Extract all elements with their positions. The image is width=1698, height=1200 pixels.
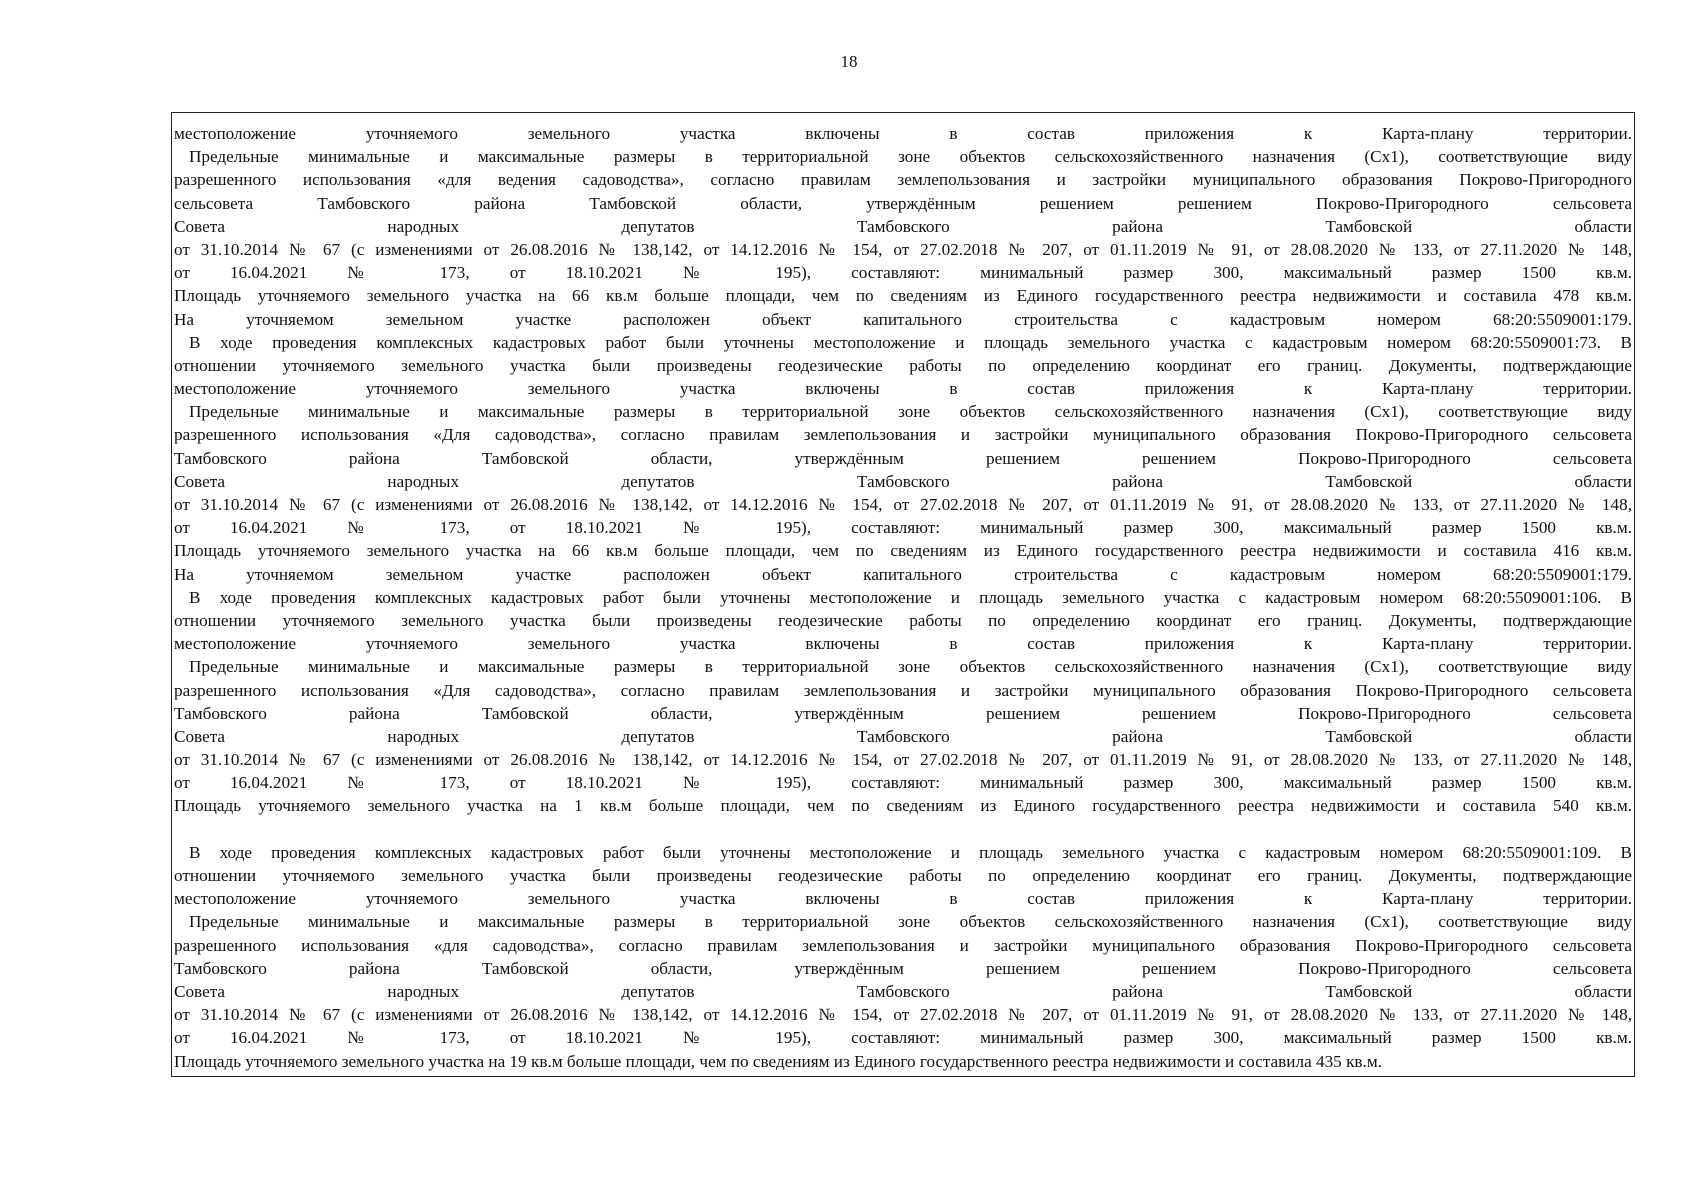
- text-line: Площадь уточняемого земельного участка на 1 кв.м больше площади, чем по сведениям из Единого государственного реестра недвижимости и составила 540 кв.м.: [174, 796, 1632, 816]
- text-line: от 16.04.2021 № 173, от 18.10.2021 № 195), составляют: минимальный размер 300, максимальный размер 1500 кв.м.: [174, 263, 1632, 283]
- text-line: от 31.10.2014 № 67 (с изменениями от 26.08.2016 № 138,142, от 14.12.2016 № 154, от 27.02.2018 № 207, от 01.11.2019 № 91, от 28.08.2020 № 133, от 27.11.2020 № 148,: [174, 495, 1632, 514]
- text-line: разрешенного использования «Для садоводства», согласно правилам землепользования и застройки муниципального образования Покрово-Пригородного сельсовета: [174, 425, 1632, 445]
- text-line: разрешенного использования «для садоводства», согласно правилам землепользования и застройки муниципального образования Покрово-Пригородного сельсовета: [174, 935, 1632, 955]
- text-line: Совета народных депутатов Тамбовского района Тамбовской области: [174, 216, 1632, 236]
- text-line: от 31.10.2014 № 67 (с изменениями от 26.08.2016 № 138,142, от 14.12.2016 № 154, от 27.02.2018 № 207, от 01.11.2019 № 91, от 28.08.2020 № 133, от 27.11.2020 № 148,: [174, 750, 1632, 770]
- text-line: от 31.10.2014 № 67 (с изменениями от 26.08.2016 № 138,142, от 14.12.2016 № 154, от 27.02.2018 № 207, от 01.11.2019 № 91, от 28.08.2020 № 133, от 27.11.2020 № 148,: [174, 1005, 1632, 1025]
- text-line: Площадь уточняемого земельного участка на 66 кв.м больше площади, чем по сведениям из Единого государственного реестра недвижимости и составила 416 кв.м.: [174, 541, 1632, 561]
- text-line: В ходе проведения комплексных кадастровых работ были уточнены местоположение и площадь земельного участка с кадастровым номером 68:20:5509001:109. В: [189, 842, 1632, 862]
- text-line: отношении уточняемого земельного участка были произведены геодезические работы по определению координат его границ. Документы, подтверждающие: [174, 610, 1632, 630]
- text-line: разрешенного использования «Для садоводства», согласно правилам землепользования и застройки муниципального образования Покрово-Пригородного сельсовета: [174, 680, 1632, 700]
- text-line: Совета народных депутатов Тамбовского района Тамбовской области: [174, 726, 1632, 746]
- text-line: Тамбовского района Тамбовской области, утверждённым решением решением Покрово-Пригородного сельсовета: [174, 958, 1632, 978]
- text-line: отношении уточняемого земельного участка были произведены геодезические работы по определению координат его границ. Документы, подтверждающие: [174, 866, 1632, 885]
- text-line: Совета народных депутатов Тамбовского района Тамбовской области: [174, 981, 1632, 1001]
- text-line: от 31.10.2014 № 67 (с изменениями от 26.08.2016 № 138,142, от 14.12.2016 № 154, от 27.02.2018 № 207, от 01.11.2019 № 91, от 28.08.2020 № 133, от 27.11.2020 № 148,: [174, 239, 1632, 259]
- text-line: от 16.04.2021 № 173, от 18.10.2021 № 195), составляют: минимальный размер 300, максимальный размер 1500 кв.м.: [174, 1028, 1632, 1048]
- text-line: На уточняемом земельном участке расположен объект капитального строительства с кадастровым номером 68:20:5509001:179.: [174, 564, 1632, 584]
- text-line: Предельные минимальные и максимальные размеры в территориальной зоне объектов сельскохозяйственного назначения (Сх1), соответствующие виду: [189, 147, 1632, 167]
- text-line: местоположение уточняемого земельного участка включены в состав приложения к Карта-плану территории.: [174, 379, 1632, 399]
- text-line: Предельные минимальные и максимальные размеры в территориальной зоне объектов сельскохозяйственного назначения (Сх1), соответствующие виду: [189, 657, 1632, 677]
- page-number: 18: [840, 52, 858, 71]
- text-line: от 16.04.2021 № 173, от 18.10.2021 № 195), составляют: минимальный размер 300, максимальный размер 1500 кв.м.: [174, 773, 1632, 793]
- text-line: Площадь уточняемого земельного участка на 66 кв.м больше площади, чем по сведениям из Единого государственного реестра недвижимости и составила 478 кв.м.: [174, 286, 1632, 306]
- text-line: Предельные минимальные и максимальные размеры в территориальной зоне объектов сельскохозяйственного назначения (Сх1), соответствующие виду: [189, 912, 1632, 932]
- text-line: Площадь уточняемого земельного участка на 19 кв.м больше площади, чем по сведениям из Единого государственного реестра недвижимости и составила 435 кв.м.: [174, 1051, 1383, 1071]
- text-line: местоположение уточняемого земельного участка включены в состав приложения к Карта-плану территории.: [174, 124, 1632, 143]
- blank-line: [174, 818, 1632, 841]
- text-line: Совета народных депутатов Тамбовского района Тамбовской области: [174, 471, 1632, 491]
- text-line: местоположение уточняемого земельного участка включены в состав приложения к Карта-плану территории.: [174, 889, 1632, 909]
- text-line: отношении уточняемого земельного участка были произведены геодезические работы по определению координат его границ. Документы, подтверждающие: [174, 355, 1632, 375]
- text-line: Тамбовского района Тамбовской области, утверждённым решением решением Покрово-Пригородного сельсовета: [174, 703, 1632, 723]
- text-line: В ходе проведения комплексных кадастровых работ были уточнены местоположение и площадь земельного участка с кадастровым номером 68:20:5509001:106. В: [189, 587, 1632, 607]
- text-line: На уточняемом земельном участке расположен объект капитального строительства с кадастровым номером 68:20:5509001:179.: [174, 309, 1632, 329]
- text-line: сельсовета Тамбовского района Тамбовской области, утверждённым решением решением Покрово-Пригородного сельсовета: [174, 193, 1632, 213]
- document-body: [174, 122, 1632, 1073]
- text-line: от 16.04.2021 № 173, от 18.10.2021 № 195), составляют: минимальный размер 300, максимальный размер 1500 кв.м.: [174, 518, 1632, 538]
- text-line: Тамбовского района Тамбовской области, утверждённым решением решением Покрово-Пригородного сельсовета: [174, 448, 1632, 468]
- text-line: В ходе проведения комплексных кадастровых работ были уточнены местоположение и площадь земельного участка с кадастровым номером 68:20:5509001:73. В: [189, 332, 1632, 352]
- text-line: разрешенного использования «для ведения садоводства», согласно правилам землепользования и застройки муниципального образования Покрово-Пригородного: [174, 170, 1632, 190]
- text-line: Предельные минимальные и максимальные размеры в территориальной зоне объектов сельскохозяйственного назначения (Сх1), соответствующие виду: [189, 402, 1632, 422]
- text-line: местоположение уточняемого земельного участка включены в состав приложения к Карта-плану территории.: [174, 634, 1632, 654]
